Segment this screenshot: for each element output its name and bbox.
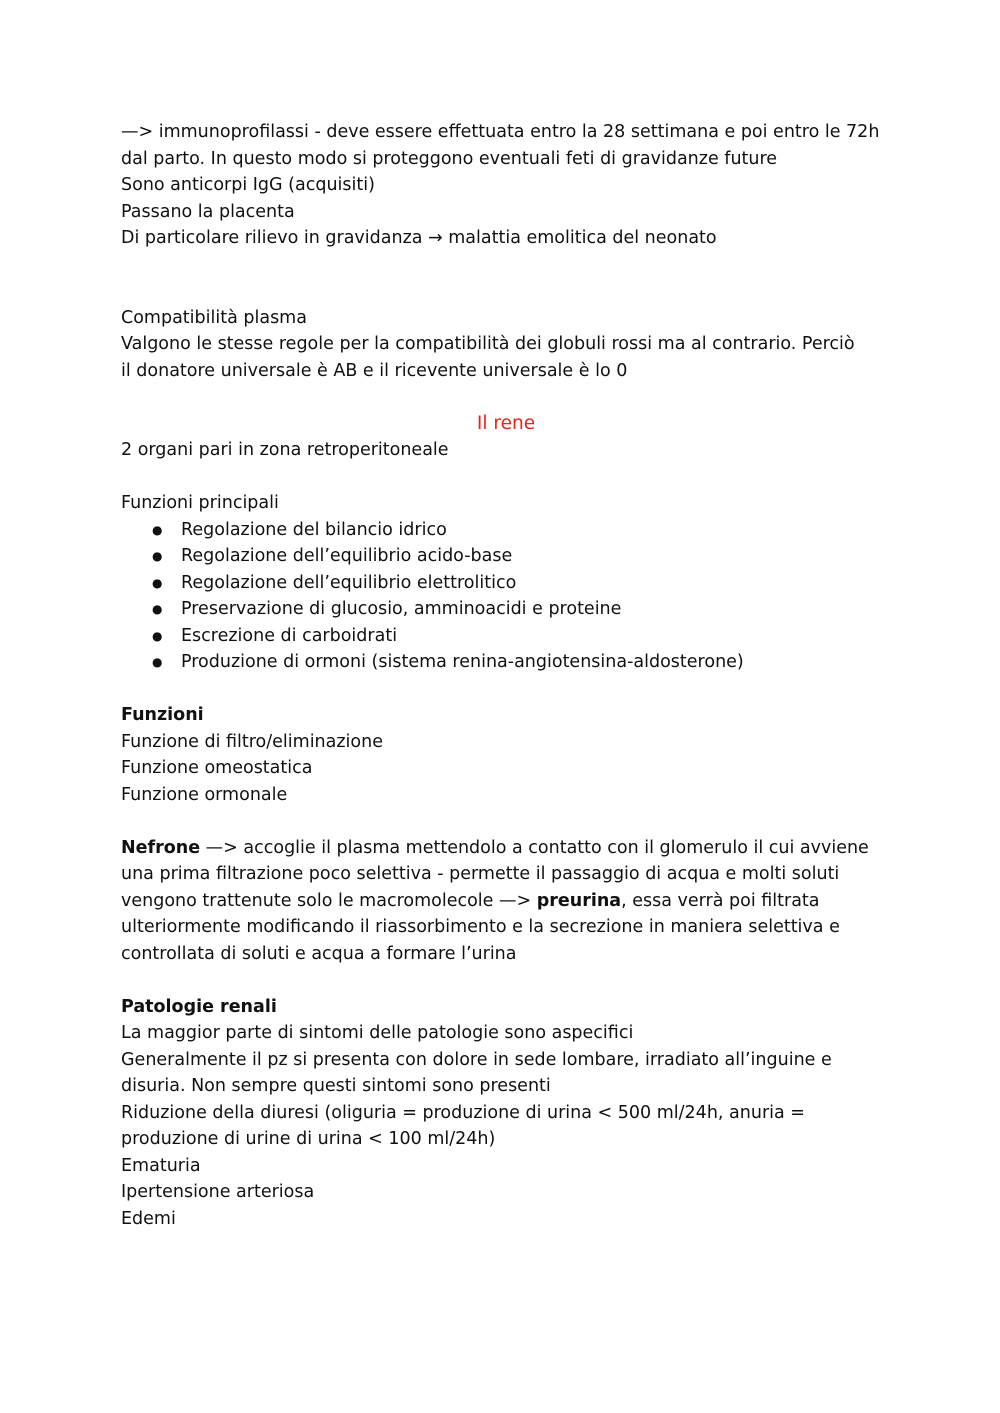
nefrone-line-1-text: —> accoglie il plasma mettendolo a contatto con il glomerulo il cui avviene	[200, 837, 869, 858]
list-item	[121, 570, 891, 597]
spacer	[121, 676, 891, 703]
list-item-label: Regolazione dell’equilibrio acido-base	[181, 546, 513, 566]
bullet-icon: ●	[152, 602, 163, 616]
list-item-label: Escrezione di carboidrati	[181, 625, 398, 646]
funzioni-principali-heading: Funzioni principali	[121, 493, 279, 513]
list-item-label: Preservazione di glucosio, amminoacidi e proteine	[181, 599, 622, 619]
bullet-icon: ●	[152, 522, 163, 537]
bullet-icon: ●	[152, 549, 163, 563]
patologie-line: Edemi	[121, 1208, 176, 1229]
bullet-icon: ●	[152, 628, 163, 643]
section-title: Il rene	[476, 412, 536, 434]
patologie-line: Generalmente il pz si presenta con dolore in sede lombare, irradiato all’inguine e	[121, 1049, 832, 1070]
bullet-icon: ●	[152, 575, 163, 590]
preurina-term: preurina	[536, 890, 622, 911]
funzioni-item: Funzione omeostatica	[121, 758, 313, 778]
spacer	[121, 464, 891, 491]
nefrone-line-2: una prima filtrazione poco selettiva - permette il passaggio di acqua e molti soluti	[121, 864, 840, 884]
document-page	[121, 119, 891, 1232]
plasma-heading: Compatibilità plasma	[121, 307, 307, 328]
funzioni-heading: Funzioni	[121, 705, 204, 725]
list-item	[121, 517, 891, 544]
patologie-line: La maggior parte di sintomi delle patologie sono aspecifici	[121, 1023, 634, 1043]
list-item	[121, 543, 891, 570]
funzioni-item: Funzione di filtro/eliminazione	[121, 731, 383, 752]
intro-line-1: —> immunoprofilassi - deve essere effettuata entro la 28 settimana e poi entro le 72h	[121, 122, 880, 142]
patologie-line: disuria. Non sempre questi sintomi sono presenti	[121, 1076, 551, 1096]
nefrone-line-3	[121, 888, 891, 915]
patologie-heading: Patologie renali	[121, 996, 277, 1017]
intro-line-3: Sono anticorpi IgG (acquisiti)	[121, 175, 375, 195]
patologie-line: Ipertensione arteriosa	[121, 1182, 315, 1202]
intro-line-4: Passano la placenta	[121, 201, 295, 222]
list-item	[121, 596, 891, 623]
nefrone-term: Nefrone	[121, 837, 201, 858]
plasma-line-1: Valgono le stesse regole per la compatibilità dei globuli rossi ma al contrario. Perciò	[121, 334, 855, 354]
spacer	[121, 384, 891, 411]
rene-intro: 2 organi pari in zona retroperitoneale	[121, 440, 449, 460]
patologie-line: produzione di urine di urina < 100 ml/24h)	[121, 1129, 496, 1149]
funzioni-principali-list	[121, 517, 891, 676]
list-item	[121, 649, 891, 676]
patologie-line: Riduzione della diuresi (oliguria = produzione di urina < 500 ml/24h, anuria =	[121, 1102, 805, 1123]
nefrone-line-1	[121, 835, 891, 862]
intro-line-5: Di particolare rilievo in gravidanza → malattia emolitica del neonato	[121, 228, 717, 248]
bullet-icon: ●	[152, 655, 163, 669]
list-item-label: Produzione di ormoni (sistema renina-angiotensina-aldosterone)	[181, 652, 744, 672]
nefrone-line-3-post: , essa verrà poi filtrata	[621, 890, 820, 911]
funzioni-item: Funzione ormonale	[121, 784, 288, 805]
spacer	[121, 278, 891, 305]
spacer	[121, 808, 891, 835]
spacer	[121, 967, 891, 994]
spacer	[121, 252, 891, 279]
nefrone-line-3-pre: vengono trattenute solo le macromolecole —>	[121, 890, 537, 911]
nefrone-line-5: controllata di soluti e acqua a formare l’urina	[121, 943, 517, 964]
nefrone-line-4: ulteriormente modificando il riassorbimento e la secrezione in maniera selettiva e	[121, 917, 840, 937]
list-item	[121, 623, 891, 650]
patologie-line: Ematuria	[121, 1155, 201, 1176]
list-item-label: Regolazione dell’equilibrio elettrolitico	[181, 572, 517, 593]
intro-line-2: dal parto. In questo modo si proteggono eventuali feti di gravidanze future	[121, 148, 778, 169]
list-item-label: Regolazione del bilancio idrico	[181, 519, 447, 540]
plasma-line-2: il donatore universale è AB e il ricevente universale è lo 0	[121, 360, 628, 381]
